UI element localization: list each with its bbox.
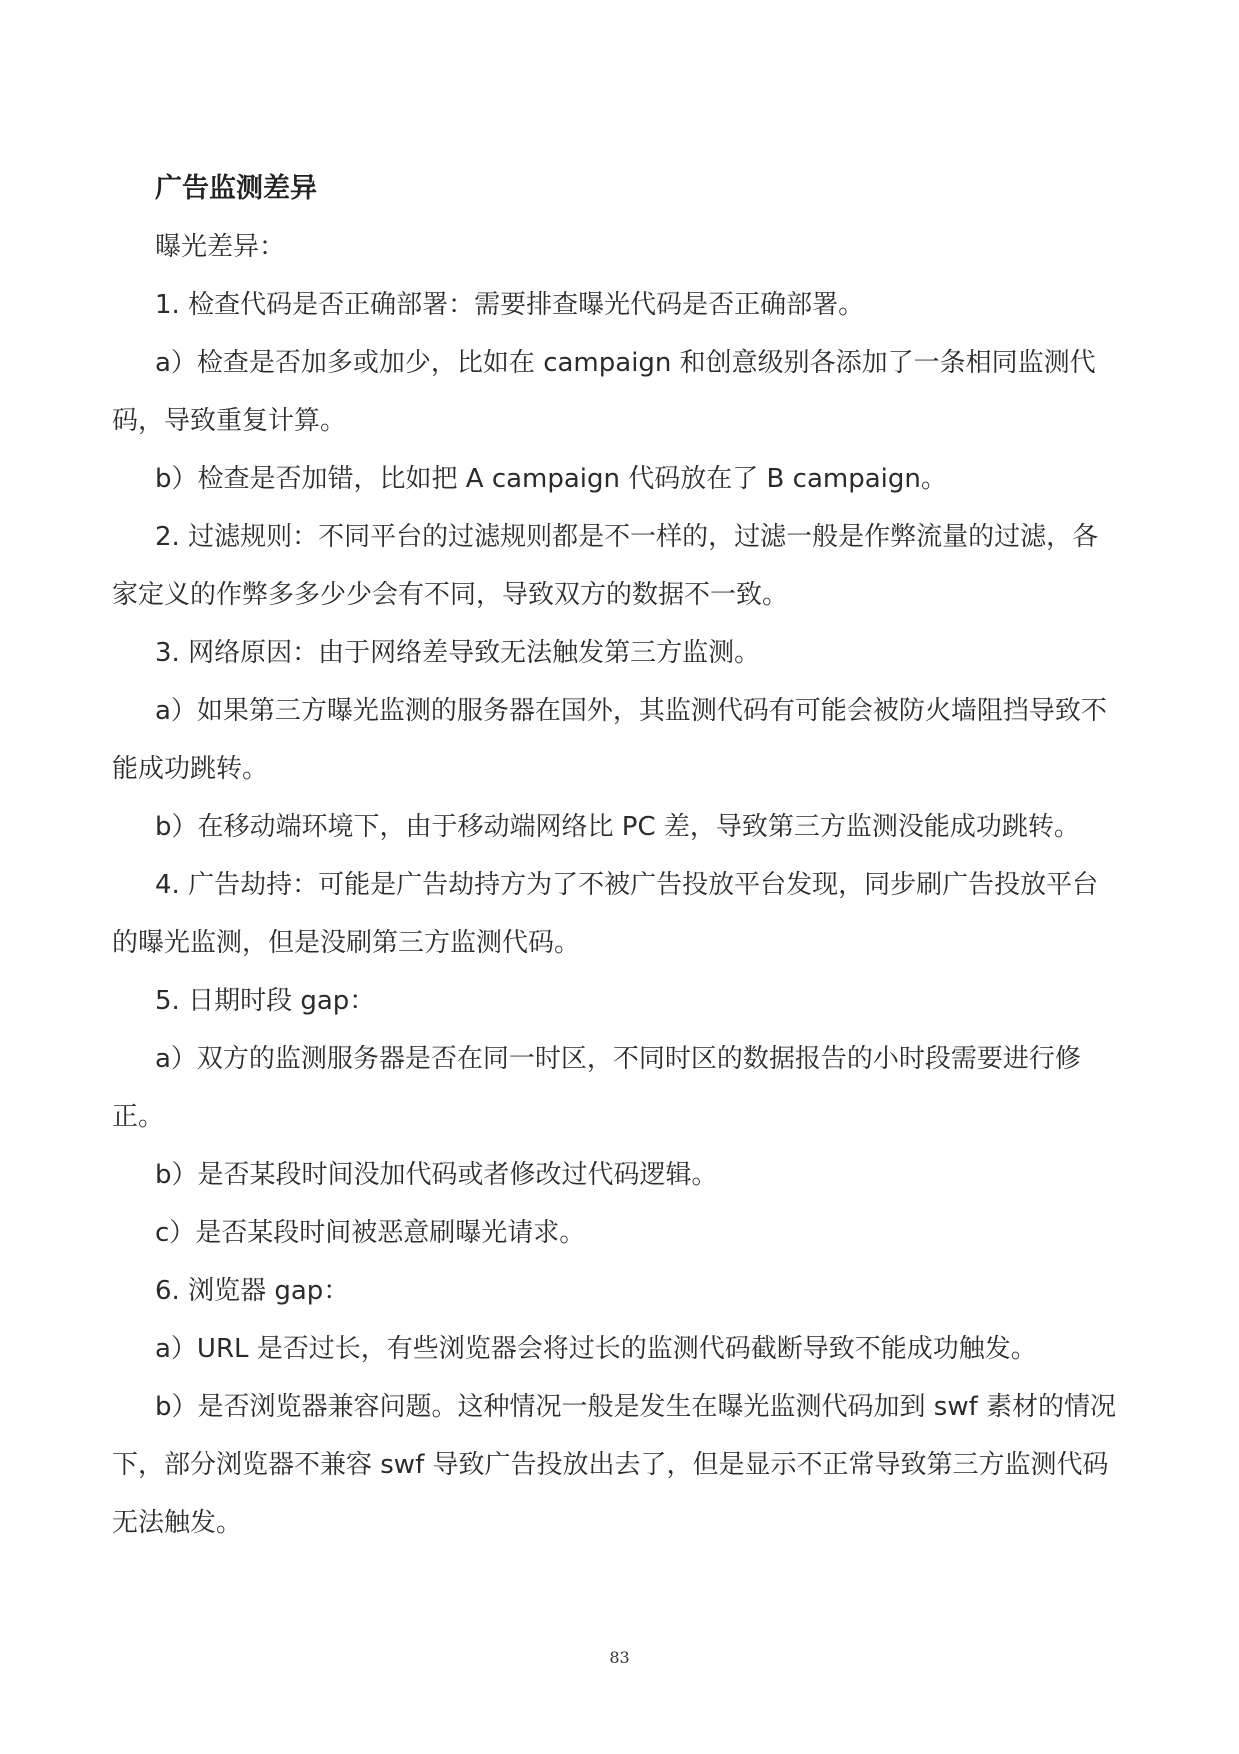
paragraph: 5. 日期时段 gap：: [155, 986, 376, 1016]
paragraph: b）是否浏览器兼容问题。这种情况一般是发生在曝光监测代码加到 swf 素材的情况下，部分浏览器不兼容 swf 导致广告投放出去了，但是显示不正常导致第三方监测代码无法触发。: [112, 1392, 1116, 1538]
paragraph: 曝光差异：: [155, 232, 286, 262]
paragraph: 2. 过滤规则：不同平台的过滤规则都是不一样的，过滤一般是作弊流量的过滤，各家定义的作弊多多少少会有不同，导致双方的数据不一致。: [112, 522, 1099, 610]
paragraph: b）检查是否加错，比如把 A campaign 代码放在了 B campaign。: [155, 464, 947, 494]
paragraph: a）如果第三方曝光监测的服务器在国外，其监测代码有可能会被防火墙阻挡导致不能成功跳转。: [112, 696, 1107, 784]
paragraph: 3. 网络原因：由于网络差导致无法触发第三方监测。: [155, 638, 761, 668]
page-number: 83: [609, 1648, 630, 1667]
paragraph: c）是否某段时间被恶意刷曝光请求。: [155, 1218, 586, 1248]
paragraph: a）检查是否加多或加少，比如在 campaign 和创意级别各添加了一条相同监测代码，导致重复计算。: [112, 348, 1096, 436]
paragraph: 4. 广告劫持：可能是广告劫持方为了不被广告投放平台发现，同步刷广告投放平台的曝光监测，但是没刷第三方监测代码。: [112, 870, 1099, 958]
paragraph: b）在移动端环境下，由于移动端网络比 PC 差，导致第三方监测没能成功跳转。: [155, 812, 1080, 842]
paragraph: a）URL 是否过长，有些浏览器会将过长的监测代码截断导致不能成功触发。: [155, 1334, 1037, 1364]
paragraph: 6. 浏览器 gap：: [155, 1276, 350, 1306]
page-content: [112, 160, 1122, 1552]
paragraph: a）双方的监测服务器是否在同一时区，不同时区的数据报告的小时段需要进行修正。: [112, 1044, 1081, 1132]
section-heading: 广告监测差异: [155, 173, 317, 204]
paragraph: 1. 检查代码是否正确部署：需要排查曝光代码是否正确部署。: [155, 290, 865, 320]
paragraph: b）是否某段时间没加代码或者修改过代码逻辑。: [155, 1160, 718, 1190]
